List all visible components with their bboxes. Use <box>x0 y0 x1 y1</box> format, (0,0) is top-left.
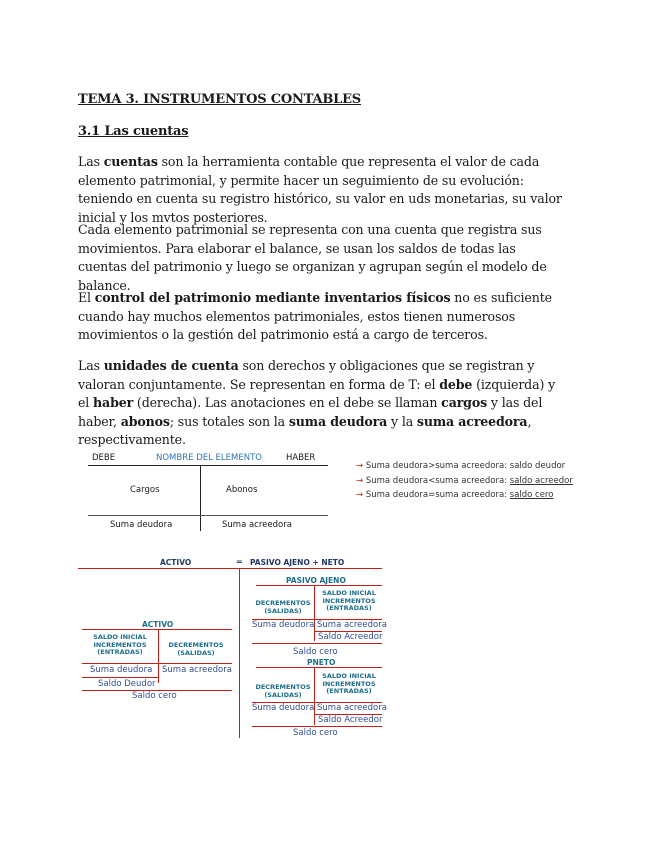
activo-t-stem <box>158 629 159 683</box>
text-run: Las <box>78 154 104 169</box>
neto-right-entries: SALDO INICIAL INCREMENTOS (ENTRADAS) <box>322 672 376 695</box>
activo-saldo-line <box>82 677 159 678</box>
paragraph-cuentas <box>78 153 568 227</box>
bold-term: unidades de cuenta <box>103 358 239 373</box>
saldo-rules <box>356 459 596 503</box>
paragraph-control <box>78 289 568 345</box>
arrow-icon: → <box>356 490 364 500</box>
pasivo-t-title: PASIVO AJENO <box>286 576 346 585</box>
pasivo-suma-deudora: Suma deudora <box>252 620 315 630</box>
activo-right-entries: DECREMENTOS (SALIDAS) <box>168 641 224 657</box>
neto-saldo-acreedor: Saldo Acreedor <box>318 715 383 725</box>
rule-text: Suma deudora<suma acreedora: <box>365 475 510 486</box>
neto-t-top <box>256 667 382 668</box>
activo-suma-deudora: Suma deudora <box>90 665 153 675</box>
text-run: (derecha). Las anotaciones en el debe se llaman <box>133 395 442 410</box>
pasivo-left-entries: DECREMENTOS (SALIDAS) <box>255 599 311 615</box>
arrow-icon: → <box>356 461 364 471</box>
t-sum-line <box>88 515 328 516</box>
cargos-label: Cargos <box>130 485 160 495</box>
balance-diagram <box>78 556 388 738</box>
text-run: son derechos y obligaciones que se registran y valoran conjuntamente. Se representan en forma de T: el <box>78 358 535 392</box>
suma-deudora-label: Suma deudora <box>110 520 173 530</box>
header-line <box>78 568 382 569</box>
neto-saldo-cero: Saldo cero <box>293 728 338 738</box>
paragraph-balance: Cada elemento patrimonial se representa con una cuenta que registra sus movimientos. Para elaborar el balance, se usan los saldos de todas las cuentas del patrimonio y luego se organizan y agrupan según el modelo de balance. <box>78 222 547 293</box>
activo-saldo-cero: Saldo cero <box>132 691 177 701</box>
activo-header: ACTIVO <box>160 558 192 567</box>
rule-text: Suma deudora=suma acreedora: <box>365 490 510 500</box>
element-name-label: NOMBRE DEL ELEMENTO <box>156 453 262 463</box>
t-horizontal-line <box>88 465 328 466</box>
pasivo-right-entries: SALDO INICIAL INCREMENTOS (ENTRADAS) <box>322 589 376 612</box>
bold-term: abonos <box>120 413 170 429</box>
rule-item <box>356 488 596 503</box>
page-title: TEMA 3. INSTRUMENTOS CONTABLES <box>78 92 361 107</box>
activo-saldo-deudor: Saldo Deudor <box>98 679 156 689</box>
t-vertical-line <box>200 465 201 531</box>
section-title: 3.1 Las cuentas <box>78 124 189 139</box>
haber-label: HABER <box>286 453 316 463</box>
bold-term: cargos <box>441 395 488 410</box>
bold-term: suma deudora <box>288 413 388 429</box>
neto-suma-acreedora: Suma acreedora <box>317 703 387 713</box>
pasivo-saldo-cero: Saldo cero <box>293 647 338 657</box>
rule-text: Suma deudora>suma acreedora: <box>365 461 510 471</box>
neto-suma-deudora: Suma deudora <box>252 703 315 713</box>
text-run: y la <box>387 413 417 429</box>
bold-term: debe <box>439 376 473 392</box>
pasivo-saldo-acreedor: Saldo Acreedor <box>318 632 383 642</box>
equals-sign: = <box>236 557 243 566</box>
rule-result: saldo acreedor <box>509 475 573 486</box>
pasivo-cero-line <box>252 643 382 644</box>
activo-left-entries: SALDO INICIAL INCREMENTOS (ENTRADAS) <box>93 633 147 656</box>
bold-term: control del patrimonio mediante inventarios físicos <box>94 290 451 305</box>
paragraph-unidades <box>78 357 568 450</box>
debe-label: DEBE <box>92 453 116 463</box>
text-run: son la herramienta contable que representa el valor de cada elemento patrimonial, y permite hacer un seguimiento de su evolución: teniendo en cuenta su registro histórico, su valor en uds monetarias, su valor inicial y los mvtos posteriores. <box>78 154 562 225</box>
rule-result: saldo cero <box>509 490 554 500</box>
pasivo-suma-acreedora: Suma acreedora <box>317 620 387 630</box>
activo-sum-line <box>82 663 232 664</box>
pasivo-t-top <box>256 585 382 586</box>
text-run: El <box>78 290 95 305</box>
bold-term: cuentas <box>103 154 158 169</box>
bold-term: suma acreedora <box>416 413 528 429</box>
activo-suma-acreedora: Suma acreedora <box>162 665 232 675</box>
rule-item <box>356 474 596 489</box>
rule-result: saldo deudor <box>509 461 566 471</box>
neto-left-entries: DECREMENTOS (SALIDAS) <box>255 683 311 699</box>
pasivo-header: PASIVO AJENO + NETO <box>250 558 345 567</box>
neto-t-title: PNETO <box>307 658 336 667</box>
text-run: ; sus totales son la <box>169 413 289 429</box>
bold-term: haber <box>93 395 134 410</box>
text-run: , respectivamente. <box>78 413 532 447</box>
text-run: y las del haber, <box>78 395 543 429</box>
t-account-diagram <box>88 451 328 531</box>
text-run: Las <box>78 358 104 373</box>
activo-t-title: ACTIVO <box>142 620 174 629</box>
text-run: no es suficiente cuando hay muchos elementos patrimoniales, estos tienen numerosos movimientos o la gestión del patrimonio está a cargo de terceros. <box>78 290 552 342</box>
text-run: (izquierda) y el <box>78 376 556 410</box>
suma-acreedora-label: Suma acreedora <box>222 520 292 530</box>
neto-cero-line <box>252 726 382 727</box>
abonos-label: Abonos <box>226 485 258 495</box>
activo-t-top <box>82 629 232 630</box>
arrow-icon: → <box>356 475 364 486</box>
center-divider <box>239 568 240 738</box>
rule-item <box>356 459 596 474</box>
